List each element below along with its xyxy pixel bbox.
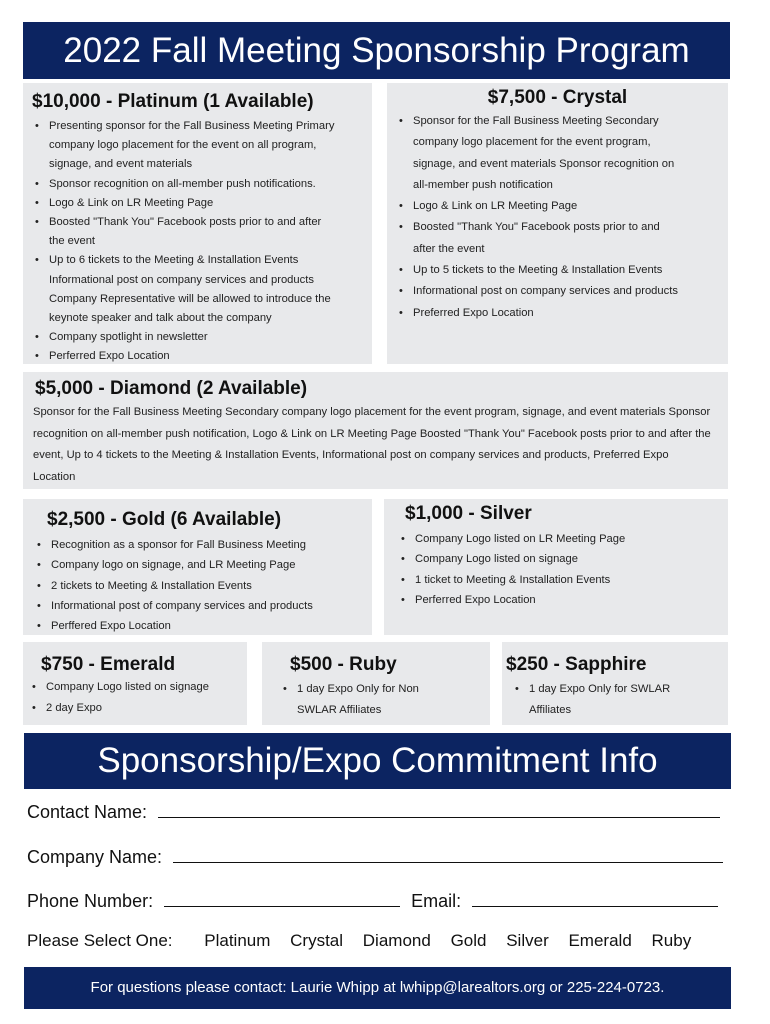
list-item: • Recognition as a sponsor for Fall Business Meeting [34, 535, 372, 555]
email-field[interactable] [472, 889, 718, 907]
list-item: all-member push notification [413, 178, 553, 191]
list-item: • Boosted "Thank You" Facebook posts prior to and [396, 217, 728, 238]
contact-name-field[interactable] [158, 800, 720, 818]
list-item: the event [49, 235, 96, 248]
list-item: • Informational post on company services and products [396, 281, 728, 302]
option-crystal[interactable]: Crystal [290, 931, 344, 950]
list-item: • Up to 6 tickets to the Meeting & Installation Events [32, 251, 372, 270]
tier-benefits-list [41, 677, 247, 718]
tier-heading: $2,500 - Gold (6 Available) [47, 509, 282, 530]
list-item: company logo placement for the event program, [413, 136, 651, 149]
list-item: • Informational post of company services and products [34, 596, 372, 616]
list-item: • Sponsor recognition on all-member push notifications. [32, 175, 372, 194]
tier-heading: $1,000 - Silver [405, 503, 532, 524]
tier-heading: $750 - Emerald [41, 654, 176, 675]
tier-benefits-list [32, 117, 372, 367]
page-title: 2022 Fall Meeting Sponsorship Program [23, 22, 730, 79]
company-name-field[interactable] [173, 845, 723, 863]
option-silver[interactable]: Silver [506, 931, 549, 950]
list-item: Informational post on company services and products [49, 273, 314, 286]
list-item: • Perferred Expo Location [32, 347, 372, 366]
list-item: • Company spotlight in newsletter [32, 328, 372, 347]
tier-heading: $500 - Ruby [290, 654, 397, 675]
list-item: • Sponsor for the Fall Business Meeting Secondary [396, 111, 728, 132]
list-item: • Company Logo listed on signage [29, 677, 247, 698]
list-item: keynote speaker and talk about the company [49, 312, 272, 325]
option-gold[interactable]: Gold [450, 931, 487, 950]
footer-contact: For questions please contact: Laurie Whipp at lwhipp@larealtors.org or 225-224-0723. [24, 967, 731, 1009]
list-item: • 1 day Expo Only for Non [280, 679, 490, 700]
option-diamond[interactable]: Diamond [362, 931, 431, 950]
list-item: • Perferred Expo Location [398, 590, 728, 610]
list-item: SWLAR Affiliates [297, 703, 382, 716]
list-item: • Boosted "Thank You" Facebook posts prior to and after [32, 213, 372, 232]
list-item: • 1 ticket to Meeting & Installation Events [398, 570, 728, 590]
list-item: Affiliates [529, 703, 572, 716]
tier-ruby [262, 642, 490, 725]
tier-benefits-list [34, 535, 372, 636]
tier-benefits-list [396, 111, 728, 324]
list-item: signage, and event materials [49, 158, 193, 171]
list-item: • Company Logo listed on signage [398, 549, 728, 569]
option-emerald[interactable]: Emerald [568, 931, 632, 950]
tier-heading: $250 - Sapphire [506, 654, 647, 675]
tier-diamond [23, 372, 728, 489]
list-item: signage, and event materials Sponsor recognition on [413, 157, 675, 170]
company-name-row [27, 845, 747, 868]
list-item: • 1 day Expo Only for SWLAR [512, 679, 728, 700]
email-label: Email: [411, 891, 462, 911]
tier-emerald [23, 642, 247, 725]
phone-email-row [27, 889, 747, 912]
list-item: • 2 day Expo [29, 698, 247, 719]
tier-benefits-list [398, 529, 728, 611]
list-item: • Preferred Expo Location [396, 303, 728, 324]
tier-heading: $5,000 - Diamond (2 Available) [35, 378, 308, 399]
option-ruby[interactable]: Ruby [651, 931, 692, 950]
tier-heading: $7,500 - Crystal [487, 87, 628, 108]
select-tier-row [27, 931, 747, 951]
phone-number-field[interactable] [164, 889, 400, 907]
list-item: • Perffered Expo Location [34, 616, 372, 636]
select-label: Please Select One: [27, 931, 173, 950]
tier-platinum [23, 83, 372, 364]
tier-crystal [387, 83, 728, 364]
list-item: • Presenting sponsor for the Fall Business Meeting Primary [32, 117, 372, 136]
contact-name-row [27, 800, 747, 823]
contact-name-label: Contact Name: [27, 802, 148, 822]
list-item: • Company Logo listed on LR Meeting Page [398, 529, 728, 549]
tier-benefits-list [506, 679, 728, 720]
tier-heading: $10,000 - Platinum (1 Available) [32, 91, 314, 112]
tier-sapphire [502, 642, 728, 725]
list-item: after the event [413, 242, 485, 255]
tier-description: Sponsor for the Fall Business Meeting Secondary company logo placement for the event program, signage, and event materials Sponsor recognition on all-member push notification, Logo & Link on LR Meeting Page Boosted "Thank You" Facebook posts prior to and after the event, Up to 4 tickets to the Meeting & Installation Events, Informational post on company services and products, Preferred Expo Location [33, 406, 711, 483]
tier-silver [384, 499, 728, 635]
list-item: • Logo & Link on LR Meeting Page [32, 194, 372, 213]
option-platinum[interactable]: Platinum [204, 931, 271, 950]
list-item: company logo placement for the event on all program, [49, 139, 317, 152]
tier-gold [23, 499, 372, 635]
commitment-title: Sponsorship/Expo Commitment Info [24, 733, 731, 789]
list-item: • Logo & Link on LR Meeting Page [396, 196, 728, 217]
phone-number-label: Phone Number: [27, 891, 154, 911]
company-name-label: Company Name: [27, 847, 163, 867]
list-item: • 2 tickets to Meeting & Installation Events [34, 576, 372, 596]
list-item: • Company logo on signage, and LR Meeting Page [34, 555, 372, 575]
tier-benefits-list [290, 679, 490, 720]
list-item: • Up to 5 tickets to the Meeting & Installation Events [396, 260, 728, 281]
list-item: Company Representative will be allowed to introduce the [49, 292, 331, 305]
